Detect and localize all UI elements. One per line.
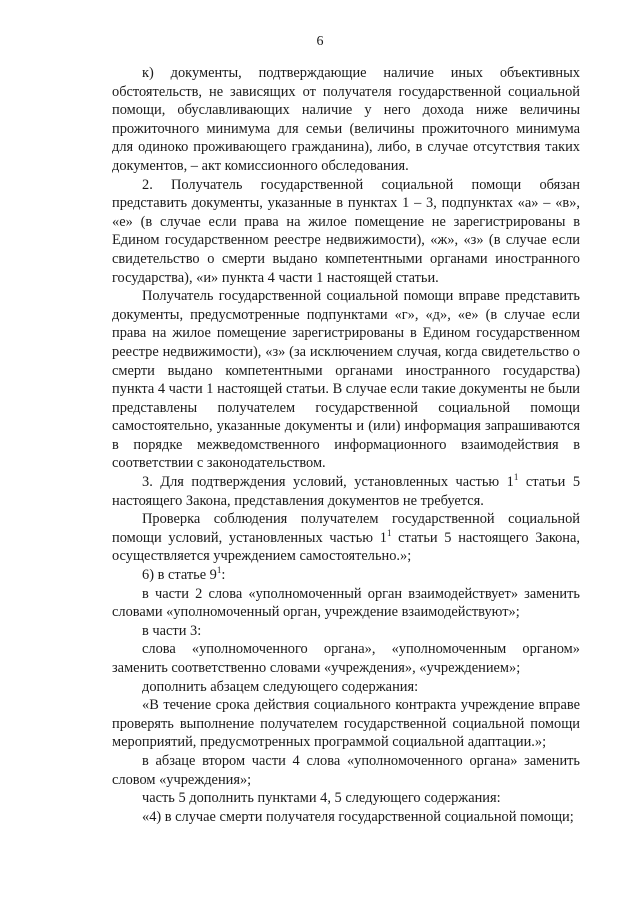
text-run: слова «уполномоченного органа», «уполномоченным органом» заменить соответственно словами «учреждения», «учреждением»; xyxy=(112,641,580,676)
paragraph-p5 xyxy=(112,510,580,566)
page-number: 6 xyxy=(316,34,324,49)
superscript: 1 xyxy=(216,565,222,576)
text-run: часть 5 дополнить пунктами 4, 5 следующего содержания: xyxy=(142,790,501,807)
paragraph-p9 xyxy=(112,640,580,677)
text-run: статьи 5 настоящего Закона, представления документов не требуется. xyxy=(112,474,581,509)
text-run: статьи 5 настоящего Закона, осуществляется учреждением самостоятельно.»; xyxy=(112,529,580,565)
text-run: Проверка соблюдения получателем государственной социальной помощи условий, установленных частью 1 xyxy=(112,511,580,546)
text-run: в части 2 слова «уполномоченный орган взаимодействует» заменить словами «уполномоченный орган, учреждение взаимодействуют»; xyxy=(112,585,580,621)
paragraph-p1 xyxy=(112,64,580,176)
paragraph-p14 xyxy=(112,808,580,827)
paragraph-p7 xyxy=(112,585,580,622)
text-run: : xyxy=(221,567,226,584)
text-run: 3. Для подтверждения условий, установленных частью 1 xyxy=(142,474,514,491)
paragraph-p8 xyxy=(112,622,580,641)
paragraph-p10 xyxy=(112,678,580,697)
paragraph-p13 xyxy=(112,789,580,808)
text-run: «В течение срока действия социального контракта учреждение вправе проверять выполнение получателем государственной социальной помощи мероприятий, предусмотренных программой социальной адаптации.»; xyxy=(112,697,580,751)
document-body xyxy=(112,64,580,826)
text-run: в части 3: xyxy=(142,622,202,639)
text-run: 6) в статье 9 xyxy=(142,567,217,584)
paragraph-p11 xyxy=(112,696,580,752)
superscript: 1 xyxy=(386,527,392,538)
text-run: к) документы, подтверждающие наличие иных объективных обстоятельств, не зависящих от получателя государственной социальной помощи, обуславливающих наличие у него дохода ниже величины прожиточного минимума для семьи (величины прожиточного минимума для одиноко проживающего гражданина), либо, в случае отсутствия таких документов, – акт комиссионного обследования. xyxy=(112,65,580,174)
text-run: 2. Получатель государственной социальной помощи обязан представить документы, указанные в пунктах 1 – 3, подпунктах «а» – «в», «е» (в случае если права на жилое помещение не зарегистрированы в Едином государственном реестре недвижимости), «ж», «з» (в случае если свидетельство о смерти выдано компетентными органами иностранного государства), «и» пункта 4 части 1 настоящей статьи. xyxy=(112,176,580,286)
paragraph-p3 xyxy=(112,287,580,473)
text-run: «4) в случае смерти получателя государственной социальной помощи; xyxy=(142,808,574,825)
paragraph-p2 xyxy=(112,176,580,288)
paragraph-p6 xyxy=(112,566,580,585)
text-run: дополнить абзацем следующего содержания: xyxy=(142,678,419,695)
text-run: в абзаце втором части 4 слова «уполномоченного органа» заменить словом «учреждения»; xyxy=(112,752,580,788)
text-run: Получатель государственной социальной помощи вправе представить документы, предусмотренные подпунктами «г», «д», «е» (в случае если права на жилое помещение зарегистрированы в Едином государственном реестре недвижимости), «з» (за исключением случая, когда свидетельство о смерти выдано компетентными органами иностранного государства) пункта 4 части 1 настоящей статьи. В случае если такие документы не были представлены получателем государственной социальной помощи самостоятельно, указанные документы и (или) информация запрашиваются в порядке межведомственного информационного взаимодействия в соответствии с законодательством. xyxy=(112,288,580,472)
paragraph-p12 xyxy=(112,752,580,789)
paragraph-p4 xyxy=(112,473,580,510)
superscript: 1 xyxy=(513,472,519,483)
